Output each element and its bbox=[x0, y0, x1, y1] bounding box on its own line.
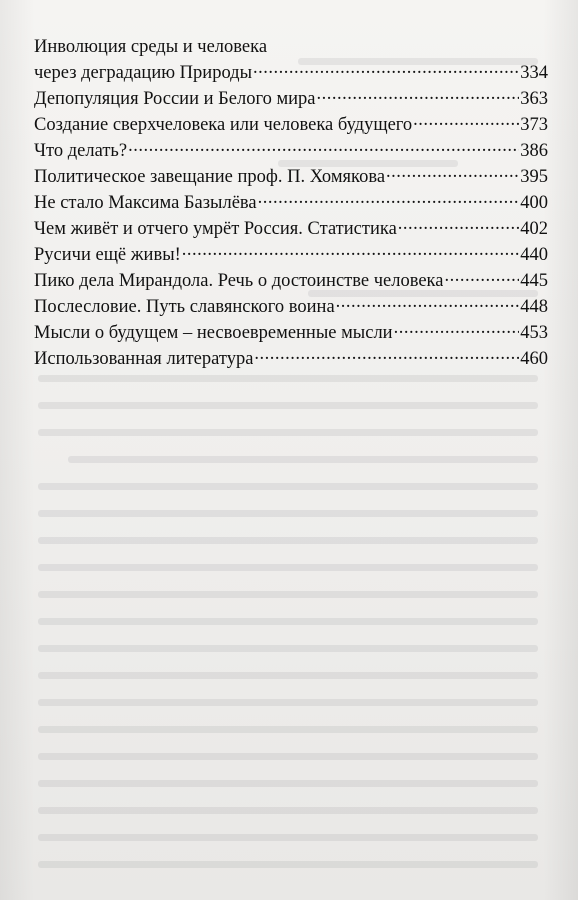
toc-entry bbox=[34, 164, 548, 190]
dot-leader bbox=[258, 190, 520, 209]
toc-entry-title: Мысли о будущем – несвоевременные мысли bbox=[34, 323, 393, 343]
toc-page-number: 386 bbox=[520, 141, 548, 161]
toc-entry bbox=[34, 36, 548, 86]
toc-entry bbox=[34, 86, 548, 112]
toc-page-number: 440 bbox=[520, 245, 548, 265]
toc-entry-title: Чем живёт и отчего умрёт Россия. Статистика bbox=[34, 219, 397, 239]
toc-entry bbox=[34, 268, 548, 294]
dot-leader bbox=[336, 294, 520, 313]
table-of-contents bbox=[34, 36, 548, 372]
toc-entry-title: Политическое завещание проф. П. Хомякова bbox=[34, 167, 386, 187]
dot-leader bbox=[444, 268, 519, 287]
toc-entry bbox=[34, 138, 548, 164]
toc-entry bbox=[34, 346, 548, 372]
toc-entry bbox=[34, 320, 548, 346]
toc-entry-title: Использованная литература bbox=[34, 349, 254, 369]
toc-page-number: 453 bbox=[520, 323, 548, 343]
toc-entry-title: Послесловие. Путь славянского воина bbox=[34, 297, 335, 317]
toc-entry-title: Инволюция среды и человека bbox=[34, 37, 268, 57]
dot-leader bbox=[398, 216, 519, 235]
dot-leader bbox=[317, 86, 520, 105]
toc-entry-title: Не стало Максима Базылёва bbox=[34, 193, 257, 213]
toc-page-number: 460 bbox=[520, 349, 548, 369]
dot-leader bbox=[254, 346, 519, 365]
toc-page-number: 373 bbox=[520, 115, 548, 135]
toc-entry bbox=[34, 112, 548, 138]
toc-entry-title: Что делать? bbox=[34, 141, 128, 161]
toc-entry bbox=[34, 294, 548, 320]
toc-entry-title: Создание сверхчеловека или человека будущего bbox=[34, 115, 413, 135]
toc-entry-title: Пико дела Мирандола. Речь о достоинстве человека bbox=[34, 271, 444, 291]
toc-page-number: 402 bbox=[520, 219, 548, 239]
dot-leader bbox=[386, 164, 519, 183]
dot-leader bbox=[413, 112, 519, 131]
toc-entry-title-continuation: через деградацию Природы bbox=[34, 63, 252, 83]
toc-page-number: 400 bbox=[520, 193, 548, 213]
toc-entry-title: Русичи ещё живы! bbox=[34, 245, 181, 265]
dot-leader bbox=[182, 242, 519, 261]
toc-entry-title: Депопуляция России и Белого мира bbox=[34, 89, 316, 109]
toc-page-number: 445 bbox=[520, 271, 548, 291]
dot-leader bbox=[394, 320, 520, 339]
toc-page-number: 395 bbox=[520, 167, 548, 187]
toc-entry bbox=[34, 242, 548, 268]
toc-page-number: 363 bbox=[520, 89, 548, 109]
toc-page-number: 448 bbox=[520, 297, 548, 317]
toc-entry bbox=[34, 216, 548, 242]
dot-leader bbox=[253, 60, 519, 79]
toc-page-number: 334 bbox=[520, 63, 548, 83]
dot-leader bbox=[128, 138, 519, 157]
toc-entry bbox=[34, 190, 548, 216]
